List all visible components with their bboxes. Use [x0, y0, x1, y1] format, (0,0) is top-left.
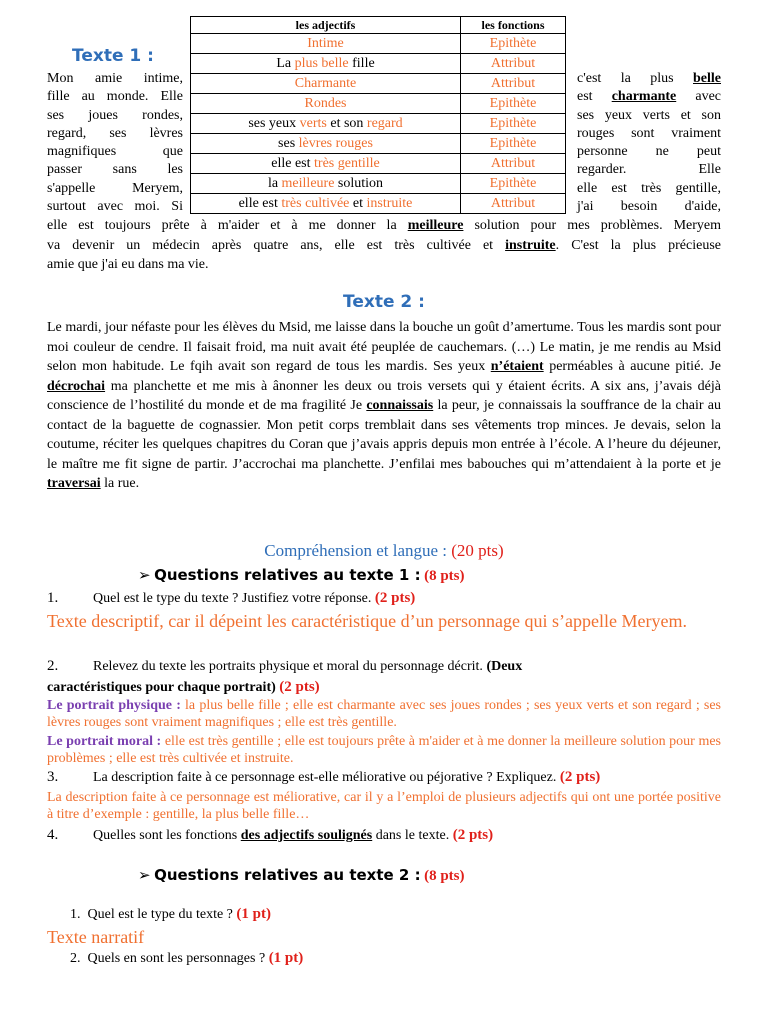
texte1-title: Texte 1 :: [72, 46, 154, 66]
text-line: amie que j'ai eu dans ma vie.: [47, 257, 209, 272]
function-cell: Attribut: [461, 194, 566, 214]
underlined-verb: décrochai: [47, 378, 106, 394]
adjective-cell: Intime: [191, 34, 461, 54]
text-line: [47, 236, 721, 256]
texte1-continuation: [47, 216, 721, 275]
function-cell: Epithète: [461, 134, 566, 154]
text-fragment: avec: [695, 89, 722, 105]
question-1-4: 4. Quelles sont les fonctions des adjectifs soulignés dans le texte. (2 pts): [47, 827, 494, 843]
function-cell: Epithète: [461, 174, 566, 194]
table-row: [191, 94, 566, 114]
text-line: [47, 216, 721, 236]
points: (8 pts): [424, 868, 465, 884]
text-line: rouges sont vraiment: [577, 125, 721, 141]
text-fragment: . C'est la plus précieuse: [555, 237, 721, 253]
text-line: [577, 88, 721, 106]
text-line: passer sans les: [47, 162, 183, 178]
table-row: [191, 54, 566, 74]
texte1-left-column: [47, 70, 183, 216]
questions2-heading: ➢ Questions relatives au texte 2 : (8 pts): [138, 866, 465, 884]
text-line: regard, ses lèvres: [47, 125, 183, 141]
table-row: [191, 74, 566, 94]
bullet-arrow-icon: ➢: [138, 866, 151, 884]
adjective-cell: elle est très cultivée et instruite: [191, 194, 461, 214]
questions1-heading: ➢ Questions relatives au texte 1 : (8 pts): [138, 566, 465, 584]
table-row: [191, 174, 566, 194]
text-fragment: va devenir un médecin après quatre ans, elle est très cultivée et: [47, 237, 494, 253]
text-line: fille au monde. Elle: [47, 89, 183, 105]
text-line: regarder. Elle: [577, 162, 721, 178]
function-cell: Attribut: [461, 54, 566, 74]
text-line: ses joues rondes,: [47, 107, 183, 123]
text-fragment: c'est la plus: [577, 71, 674, 86]
adjectives-table: [190, 16, 566, 214]
comprehension-heading: Compréhension et langue : (20 pts): [264, 541, 504, 560]
function-cell: Epithète: [461, 94, 566, 114]
table-row: [191, 114, 566, 134]
function-cell: Attribut: [461, 154, 566, 174]
table-row: [191, 134, 566, 154]
text-line: ses yeux verts et son: [577, 107, 721, 123]
text-line: elle est très gentille,: [577, 180, 721, 196]
table-row: [191, 34, 566, 54]
underlined-adjective: belle: [693, 71, 721, 86]
points: (20 pts): [451, 541, 504, 560]
header-adjectifs: les adjectifs: [191, 17, 461, 34]
answer-1-2-moral: Le portrait moral : elle est très gentille ; elle est toujours prête à m'aider et à me donner la meilleure solution pour mes problèmes ; elle est très cultivée et instruite.: [47, 734, 721, 766]
adjective-cell: Rondes: [191, 94, 461, 114]
text-line: j'ai besoin d'aide,: [577, 199, 721, 215]
text-line: Mon amie intime,: [47, 71, 183, 86]
text-fragment: est: [577, 89, 593, 105]
question-1-3: 3. La description faite à ce personnage est-elle méliorative ou péjorative ? Expliquez. (2 pts): [47, 769, 601, 785]
adjective-cell: ses lèvres rouges: [191, 134, 461, 154]
text-line: personne ne peut: [577, 144, 721, 160]
text-fragment: elle est toujours prête à m'aider et à me donner la: [47, 218, 397, 233]
answer-1-1: Texte descriptif, car il dépeint les caractéristique d’un personnage qui s’appelle Meryem.: [47, 611, 687, 631]
text-fragment: solution pour mes problèmes. Meryem: [474, 218, 722, 233]
function-cell: Attribut: [461, 74, 566, 94]
text-line: [577, 70, 721, 88]
underlined-verb: n’étaient: [490, 359, 544, 374]
text-line: surtout avec moi. Si: [47, 199, 183, 215]
adjective-cell: la meilleure solution: [191, 174, 461, 194]
underlined-adjective: charmante: [611, 89, 677, 105]
function-cell: Epithète: [461, 114, 566, 134]
function-cell: Epithète: [461, 34, 566, 54]
points: (8 pts): [424, 568, 465, 584]
table-header-row: [191, 17, 566, 34]
text-line: magnifiques que: [47, 144, 183, 160]
table-row: [191, 194, 566, 214]
answer-1-3: La description faite à ce personnage est méliorative, car il y a l’emploi de plusieurs adjectifs qui ont une portée positive à titre d’exemple : gentille, la plus belle fille…: [47, 790, 721, 822]
texte1-right-column: [577, 70, 721, 216]
header-fonctions: les fonctions: [461, 17, 566, 34]
texte2-title: Texte 2 :: [343, 292, 425, 312]
question-2-2: 2. Quels en sont les personnages ? (1 pt): [70, 950, 304, 966]
underlined-verb: connaissais: [366, 398, 434, 413]
underlined-adjective: meilleure: [407, 218, 464, 233]
answer-2-1: Texte narratif: [47, 927, 145, 947]
adjective-cell: La plus belle fille: [191, 54, 461, 74]
table-row: [191, 154, 566, 174]
adjective-cell: elle est très gentille: [191, 154, 461, 174]
question-1-2: 2. Relevez du texte les portraits physique et moral du personnage décrit. (Deux caractéristiques pour chaque portrait) (2 pts): [47, 658, 523, 695]
underlined-verb: traversai: [47, 476, 101, 491]
texte2-paragraph: Le mardi, jour néfaste pour les élèves du Msid, me laisse dans la bouche un goût d’amertume. Tous les mardis sont pour moi couleur de cendre. Il faisait froid, ma nuit avait été peuplée de cauchemars. (…) Le matin, je me rendis au Msid selon mon habitude. Le fqih avait son regard de tous les mardis. Ses yeux n’étaient perméables à aucune pitié. Je décrochai ma planchette et me mis à ânonner les deux ou trois versets qui y étaient écrits. A six ans, j’avais déjà conscience de l’hostilité du monde et de ma fragilité Je connaissais la peur, je connaissais la souffrance de la chair au contact de la baguette de cognassier. Mon petit corps tremblait dans ses vêtements trop minces. Je devais, selon la coutume, réciter les quelques chapitres du Coran que j’avais appris depuis mon entrée à l’école. A l’heure du déjeuner, le maître me fit signe de partir. J’accrochai ma planchette. J’enfilai mes babouches qui m’attendaient à la porte et je traversai la rue.: [47, 320, 721, 491]
adjective-cell: Charmante: [191, 74, 461, 94]
text-line: s'appelle Meryem,: [47, 180, 183, 196]
answer-1-2-physique: Le portrait physique : la plus belle fille ; elle est charmante avec ses joues rondes ; ses yeux verts et son regard ; ses lèvres rouges sont vraiment magnifiques ; elle est très gentille.: [47, 698, 722, 730]
adjective-cell: ses yeux verts et son regard: [191, 114, 461, 134]
bullet-arrow-icon: ➢: [138, 566, 151, 584]
question-1-1: 1. Quel est le type du texte ? Justifiez votre réponse. (2 pts): [47, 590, 416, 606]
question-2-1: 1. Quel est le type du texte ? (1 pt): [70, 906, 271, 922]
underlined-adjective: instruite: [505, 237, 556, 253]
